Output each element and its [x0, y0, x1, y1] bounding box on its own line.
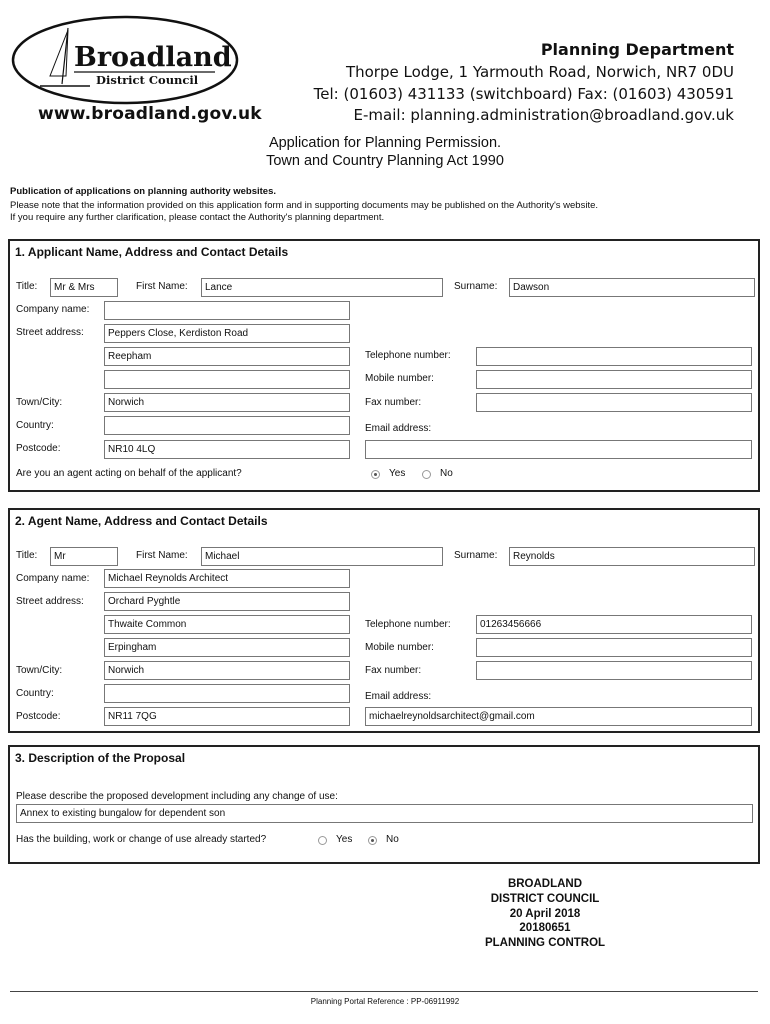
- agent-yes-radio[interactable]: [371, 470, 380, 479]
- proposal-started-question: Has the building, work or change of use already started?: [16, 834, 267, 845]
- agent-title-field[interactable]: Mr: [50, 547, 118, 566]
- agent-street-2-field[interactable]: Thwaite Common: [104, 615, 350, 634]
- applicant-first-name-field[interactable]: Lance: [201, 278, 443, 297]
- agent-street-label: Street address:: [16, 596, 84, 607]
- agent-street-3-field[interactable]: Erpingham: [104, 638, 350, 657]
- agent-fax-field[interactable]: [476, 661, 752, 680]
- applicant-street-1-field[interactable]: Peppers Close, Kerdiston Road: [104, 324, 350, 343]
- agent-no-radio[interactable]: [422, 470, 431, 479]
- agent-company-field[interactable]: Michael Reynolds Architect: [104, 569, 350, 588]
- proposal-describe-label: Please describe the proposed development including any change of use:: [16, 791, 338, 802]
- applicant-mobile-label: Mobile number:: [365, 373, 434, 384]
- publication-note: Please note that the information provided on this application form and in supporting documents may be published on the Authority's website.: [10, 200, 599, 211]
- started-yes-label: Yes: [336, 834, 353, 845]
- applicant-town-label: Town/City:: [16, 397, 63, 408]
- applicant-street-label: Street address:: [16, 327, 84, 338]
- agent-email-field[interactable]: michaelreynoldsarchitect@gmail.com: [365, 707, 752, 726]
- applicant-country-label: Country:: [16, 420, 54, 431]
- applicant-country-field[interactable]: [104, 416, 350, 435]
- agent-surname-label: Surname:: [454, 550, 498, 561]
- applicant-fax-label: Fax number:: [365, 397, 422, 408]
- agent-mobile-field[interactable]: [476, 638, 752, 657]
- agent-postcode-field[interactable]: NR11 7QG: [104, 707, 350, 726]
- applicant-surname-field[interactable]: Dawson: [509, 278, 755, 297]
- publication-heading: Publication of applications on planning authority websites.: [10, 186, 277, 197]
- stamp-council-line1: BROADLAND: [507, 878, 583, 890]
- applicant-town-field[interactable]: Norwich: [104, 393, 350, 412]
- agent-surname-field[interactable]: Reynolds: [509, 547, 755, 566]
- applicant-mobile-field[interactable]: [476, 370, 752, 389]
- broadland-logo: [10, 14, 240, 106]
- applicant-email-field[interactable]: [365, 440, 752, 459]
- proposal-description-field[interactable]: Annex to existing bungalow for dependent son: [16, 804, 753, 823]
- department-phones: Tel: (01603) 431133 (switchboard) Fax: (01603) 430591: [313, 85, 734, 103]
- started-no-label: No: [386, 834, 399, 845]
- stamp-date: 20 April 2018: [509, 908, 581, 920]
- agent-telephone-label: Telephone number:: [365, 619, 451, 630]
- applicant-street-3-field[interactable]: [104, 370, 350, 389]
- applicant-first-name-label: First Name:: [136, 281, 188, 292]
- agent-town-field[interactable]: Norwich: [104, 661, 350, 680]
- stamp-department: PLANNING CONTROL: [484, 937, 606, 949]
- department-title: Planning Department: [540, 40, 734, 59]
- proposal-section: [8, 745, 760, 864]
- agent-company-label: Company name:: [16, 573, 90, 584]
- applicant-fax-field[interactable]: [476, 393, 752, 412]
- stamp-council-line2: DISTRICT COUNCIL: [490, 893, 600, 905]
- agent-country-field[interactable]: [104, 684, 350, 703]
- agent-town-label: Town/City:: [16, 665, 63, 676]
- agent-fax-label: Fax number:: [365, 665, 422, 676]
- applicant-title-label: Title:: [16, 281, 38, 292]
- form-subtitle: Town and Country Planning Act 1990: [266, 153, 504, 169]
- agent-first-name-label: First Name:: [136, 550, 188, 561]
- applicant-telephone-label: Telephone number:: [365, 350, 451, 361]
- agent-mobile-label: Mobile number:: [365, 642, 434, 653]
- footer-divider: [10, 991, 758, 992]
- applicant-postcode-field[interactable]: NR10 4LQ: [104, 440, 350, 459]
- agent-section: [8, 508, 760, 733]
- applicant-telephone-field[interactable]: [476, 347, 752, 366]
- agent-first-name-field[interactable]: Michael: [201, 547, 443, 566]
- stamp-reference: 20180651: [519, 922, 571, 934]
- applicant-surname-label: Surname:: [454, 281, 498, 292]
- publication-clarification: If you require any further clarification, please contact the Authority's planning department.: [10, 212, 385, 223]
- agent-street-1-field[interactable]: Orchard Pyghtle: [104, 592, 350, 611]
- applicant-section-title: 1. Applicant Name, Address and Contact Details: [15, 245, 289, 259]
- applicant-email-label: Email address:: [365, 423, 432, 434]
- logo-subtitle: District Council: [96, 73, 199, 87]
- agent-no-label: No: [440, 468, 453, 479]
- applicant-company-label: Company name:: [16, 304, 90, 315]
- applicant-title-field[interactable]: Mr & Mrs: [50, 278, 118, 297]
- agent-country-label: Country:: [16, 688, 54, 699]
- agent-section-title: 2. Agent Name, Address and Contact Details: [15, 514, 268, 528]
- applicant-company-field[interactable]: [104, 301, 350, 320]
- agent-yes-label: Yes: [389, 468, 406, 479]
- agent-postcode-label: Postcode:: [16, 711, 61, 722]
- council-website: www.broadland.gov.uk: [38, 104, 262, 124]
- form-title: Application for Planning Permission.: [268, 135, 502, 151]
- agent-email-label: Email address:: [365, 691, 432, 702]
- department-address: Thorpe Lodge, 1 Yarmouth Road, Norwich, NR7 0DU: [345, 63, 734, 81]
- logo-name: Broadland: [74, 42, 232, 73]
- agent-title-label: Title:: [16, 550, 38, 561]
- applicant-section: [8, 239, 760, 492]
- agent-telephone-field[interactable]: 01263456666: [476, 615, 752, 634]
- agent-question: Are you an agent acting on behalf of the applicant?: [16, 468, 242, 479]
- started-no-radio[interactable]: [368, 836, 377, 845]
- portal-reference: Planning Portal Reference : PP-06911992: [310, 997, 460, 1006]
- started-yes-radio[interactable]: [318, 836, 327, 845]
- applicant-postcode-label: Postcode:: [16, 443, 61, 454]
- applicant-street-2-field[interactable]: Reepham: [104, 347, 350, 366]
- proposal-section-title: 3. Description of the Proposal: [15, 751, 186, 765]
- department-email: E-mail: planning.administration@broadland.gov.uk: [353, 106, 734, 124]
